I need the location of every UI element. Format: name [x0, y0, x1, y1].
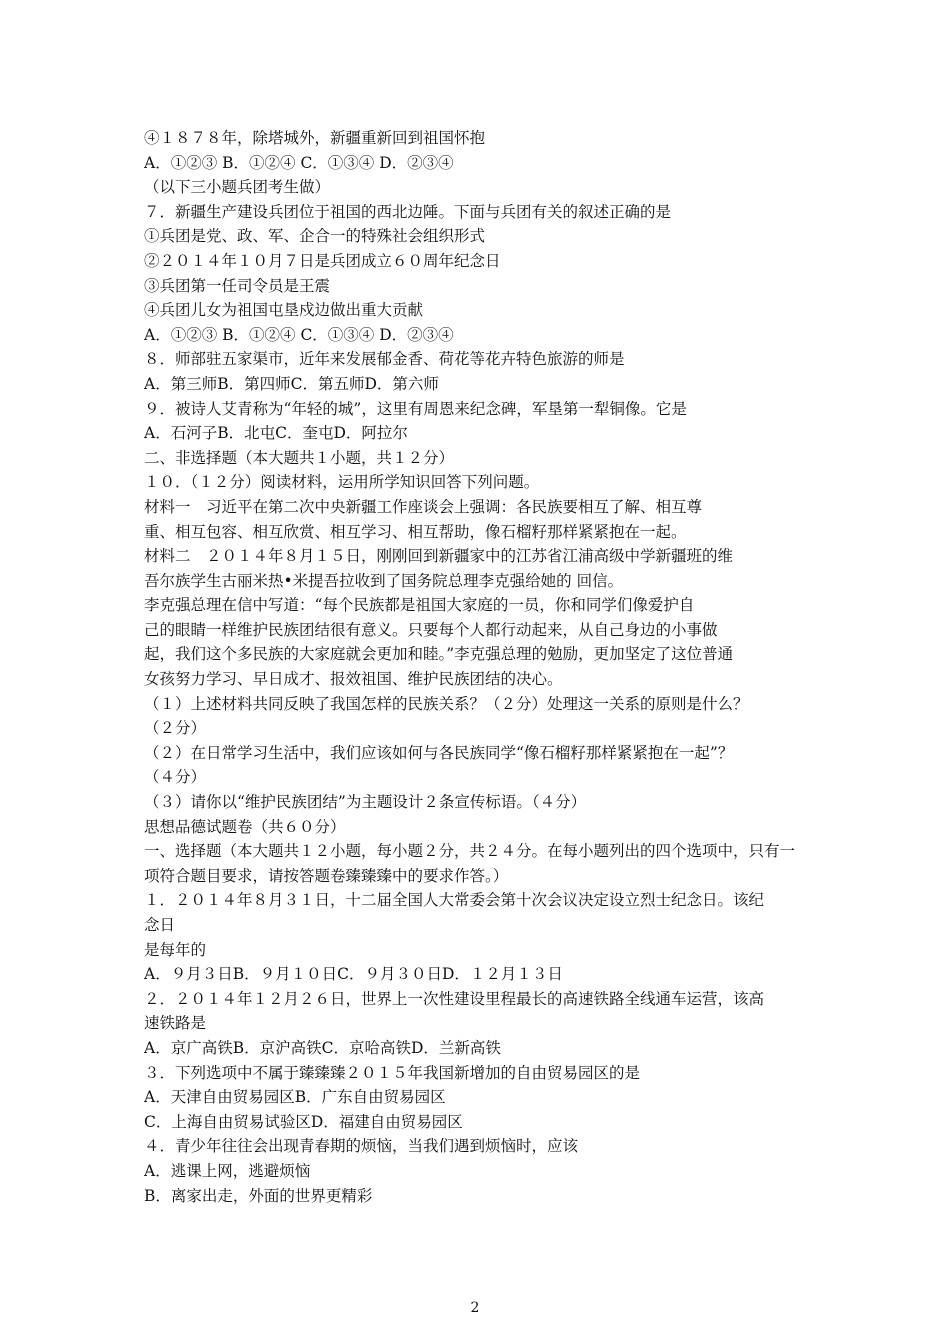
text-line: ３．下列选项中不属于臻臻臻２０１５年我国新增加的自由贸易园区的是 [144, 1063, 641, 1082]
text-line: A．天津自由贸易园区B．广东自由贸易园区 [144, 1088, 446, 1107]
text-line: 材料一 习近平在第二次中央新疆工作座谈会上强调：各民族要相互了解、相互尊 [144, 497, 703, 516]
text-line: 重、相互包容、相互欣赏、相互学习、相互帮助，像石榴籽那样紧紧抱在一起。 [144, 522, 687, 541]
text-line: 李克强总理在信中写道：“每个民族都是祖国大家庭的一员，你和同学们像爱护自 [144, 596, 695, 615]
text-line: １．２０１４年８月３１日，十二届全国人大常委会第十次会议决定设立烈士纪念日。该纪 [144, 891, 765, 910]
page-number: 2 [470, 1300, 480, 1316]
text-line: 女孩努力学习、早日成才、报效祖国、维护民族团结的决心。 [144, 670, 563, 689]
text-line: ４．青少年往往会出现青春期的烦恼，当我们遇到烦恼时，应该 [144, 1137, 579, 1156]
text-line: ④兵团儿女为祖国屯垦戍边做出重大贡献 [144, 301, 424, 320]
text-line: １０．（１２分）阅读材料，运用所学知识回答下列问题。 [144, 473, 540, 492]
text-line: B．离家出走，外面的世界更精彩 [144, 1186, 373, 1205]
text-line: 项符合题目要求，请按答题卷臻臻臻中的要求作答。） [144, 866, 509, 885]
text-line: 己的眼睛一样维护民族团结很有意义。只要每个人都行动起来，从自己身边的小事做 [144, 620, 718, 639]
text-line: 吾尔族学生古丽米热•米提吾拉收到了国务院总理李克强给她的 回信。 [144, 571, 624, 590]
text-line: （１）上述材料共同反映了我国怎样的民族关系？（２分）处理这一关系的原则是什么？ [144, 694, 749, 713]
text-line: （３）请你以“维护民族团结”为主题设计２条宣传标语。（４分） [144, 793, 587, 812]
text-line: 念日 [144, 916, 176, 934]
text-line: A．①②③ B．①②④ C．①③④ D．②③④ [144, 325, 454, 344]
text-line: （以下三小题兵团考生做） [144, 178, 331, 197]
text-line: A．京广高铁B．京沪高铁C．京哈高铁D．兰新高铁 [144, 1038, 501, 1057]
text-line: 一、选择题（本大题共１２小题，每小题２分，共２４分。在每小题列出的四个选项中，只有一 [144, 842, 796, 861]
text-line: 材料二 ２０１４年８月１５日，刚刚回到新疆家中的江苏省江浦高级中学新疆班的维 [144, 547, 734, 566]
text-line: 二、非选择题（本大题共１小题，共１２分） [144, 448, 455, 467]
text-line: ④１８７８年，除塔城外，新疆重新回到祖国怀抱 [144, 129, 486, 147]
text-line: ①兵团是党、政、军、企合一的特殊社会组织形式 [144, 227, 486, 246]
text-line: 速铁路是 [144, 1014, 207, 1033]
text-line: A．第三师B．第四师C．第五师D．第六师 [144, 374, 439, 393]
text-line: A．①②③ B．①②④ C．①③④ D．②③④ [144, 153, 454, 172]
text-line: （２分） [144, 719, 207, 738]
text-line: A．石河子B．北屯C．奎屯D．阿拉尔 [144, 424, 408, 443]
text-line: C．上海自由贸易试验区D．福建自由贸易园区 [144, 1112, 463, 1131]
text-line: ８．师部驻五家渠市，近年来发展郁金香、荷花等花卉特色旅游的师是 [144, 350, 625, 369]
text-line: ７．新疆生产建设兵团位于祖国的西北边陲。下面与兵团有关的叙述正确的是 [144, 202, 672, 221]
text-line: ③兵团第一任司令员是王震 [144, 276, 331, 295]
document-body [144, 126, 812, 1208]
text-line: A．逃课上网，逃避烦恼 [144, 1161, 311, 1180]
text-line: 起，我们这个多民族的大家庭就会更加和睦。”李克强总理的勉励，更加坚定了这位普通 [144, 645, 734, 664]
text-line: A．９月３日B．９月１０日C．９月３０日D．１２月１３日 [144, 965, 563, 984]
text-line: 思想品德试题卷（共６０分） [144, 817, 346, 836]
text-line: ９．被诗人艾青称为“年轻的城”，这里有周恩来纪念碑，军垦第一犁铜像。它是 [144, 399, 687, 418]
text-line: ②２０１４年１０月７日是兵团成立６０周年纪念日 [144, 251, 501, 270]
text-line: 是每年的 [144, 940, 207, 959]
text-line: ２．２０１４年１２月２６日，世界上一次性建设里程最长的高速铁路全线通车运营，该高 [144, 989, 765, 1008]
text-line: （２）在日常学习生活中，我们应该如何与各民族同学“像石榴籽那样紧紧抱在一起”？ [144, 743, 734, 762]
text-line: （４分） [144, 768, 207, 787]
